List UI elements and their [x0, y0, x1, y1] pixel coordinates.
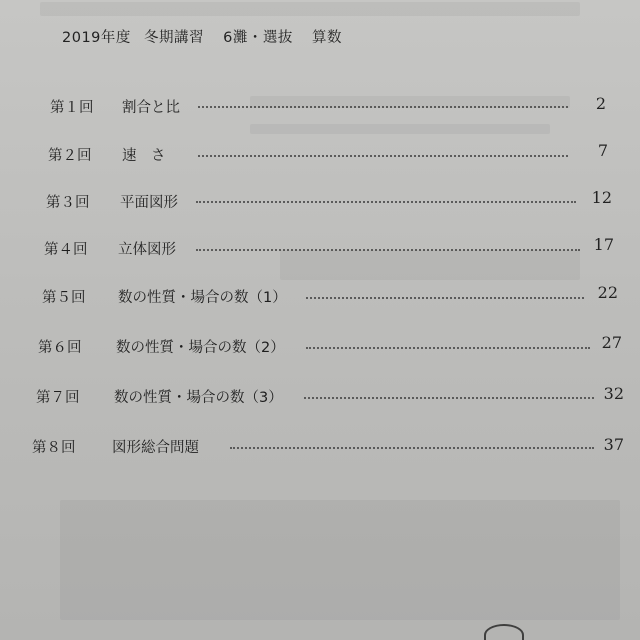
header-year: 2019年度	[62, 30, 131, 46]
toc-page-number: 22	[597, 283, 618, 302]
leader-dots	[306, 297, 584, 299]
leader-dots	[306, 347, 590, 349]
toc-lesson-number: 第２回	[48, 148, 92, 164]
toc-lesson-title: 図形総合問題	[112, 440, 199, 456]
toc-page-number: 27	[601, 333, 622, 352]
toc-page-number: 2	[595, 94, 606, 113]
toc-page-number: 7	[597, 141, 608, 160]
toc-page-number: 12	[591, 188, 612, 207]
binder-clip-edge	[484, 624, 524, 640]
leader-dots	[196, 249, 580, 251]
toc-lesson-number: 第４回	[44, 242, 88, 258]
toc-page-number: 17	[593, 235, 614, 254]
toc-lesson-number: 第８回	[32, 440, 76, 456]
toc-lesson-title: 数の性質・場合の数（2）	[116, 340, 285, 356]
toc-lesson-number: 第１回	[50, 100, 94, 116]
toc-lesson-title: 割合と比	[122, 100, 180, 116]
header-course: 冬期講習	[144, 30, 205, 46]
toc-lesson-number: 第６回	[38, 340, 82, 356]
toc-lesson-number: 第３回	[46, 195, 90, 211]
toc-lesson-number: 第７回	[36, 390, 80, 406]
header-subject: 算数	[311, 30, 342, 46]
toc-lesson-title: 数の性質・場合の数（1）	[118, 290, 287, 306]
toc-lesson-title: 平面図形	[120, 195, 178, 211]
leader-dots	[196, 201, 576, 203]
header-school: 6灘・選抜	[223, 30, 293, 46]
leader-dots	[230, 447, 594, 449]
leader-dots	[198, 155, 568, 157]
toc-lesson-number: 第５回	[42, 290, 86, 306]
leader-dots	[304, 397, 594, 399]
toc-lesson-title: 数の性質・場合の数（3）	[114, 390, 283, 406]
toc-page-number: 32	[603, 384, 624, 403]
toc-lesson-title: 立体図形	[118, 242, 176, 258]
leader-dots	[198, 106, 568, 108]
toc-page-number: 37	[603, 435, 624, 454]
toc-lesson-title: 速 さ	[122, 148, 166, 164]
